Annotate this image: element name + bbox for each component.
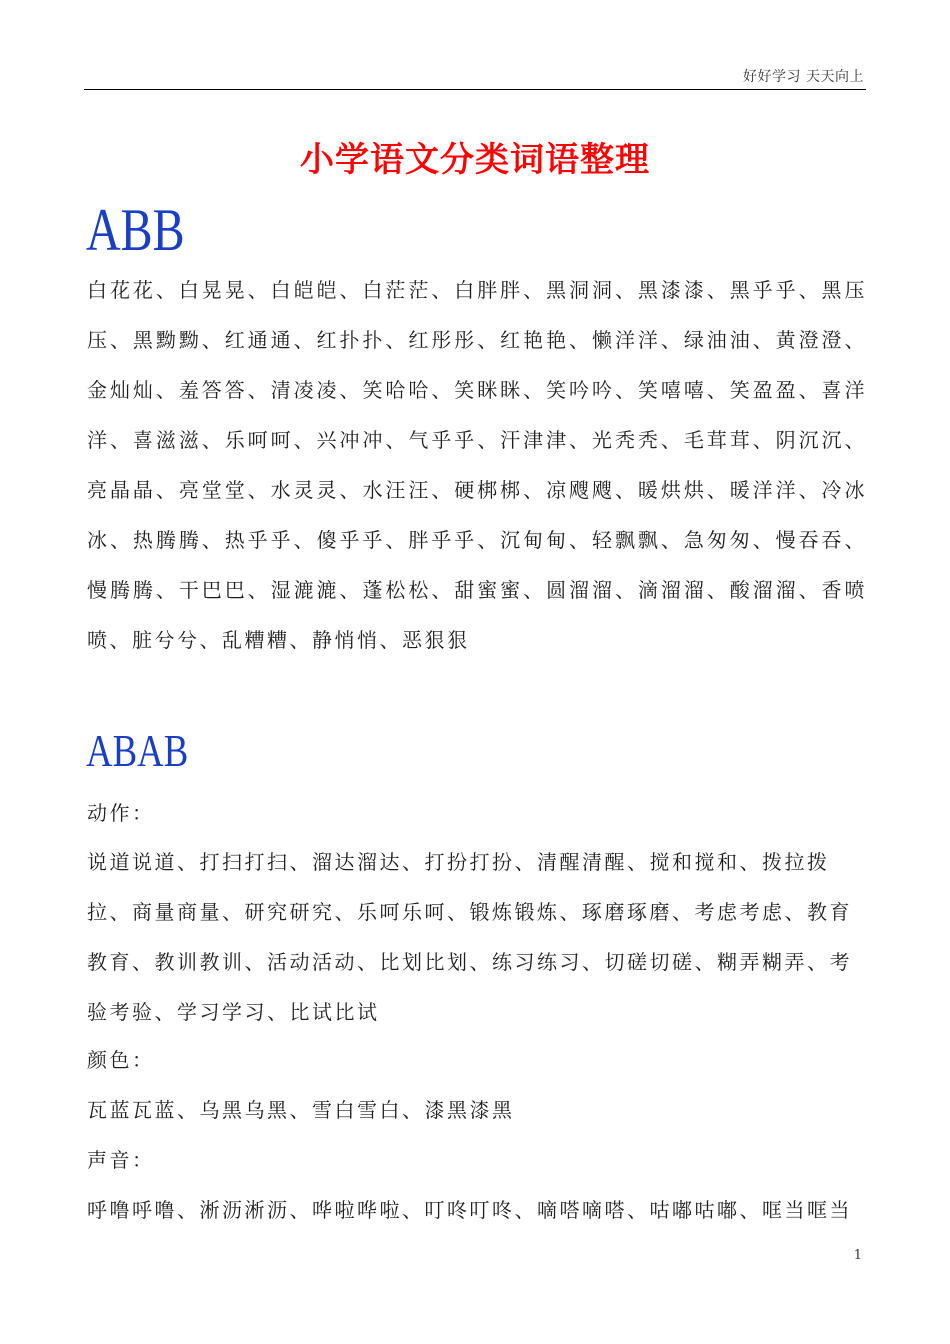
category-label-color: 颜色：	[87, 1048, 155, 1072]
color-word-list: 瓦蓝瓦蓝、乌黑乌黑、雪白雪白、漆黑漆黑	[87, 1098, 515, 1122]
abb-word-list: 白花花、白晃晃、白皑皑、白茫茫、白胖胖、黑洞洞、黑漆漆、黑乎乎、黑压压、黑黝黝、红通通、红扑扑、红彤彤、红艳艳、懒洋洋、绿油油、黄澄澄、金灿灿、羞答答、清凌凌、笑哈哈、笑眯眯、笑吟吟、笑嘻嘻、笑盈盈、喜洋洋、喜滋滋、乐呵呵、兴冲冲、气乎乎、汗津津、光秃秃、毛茸茸、阴沉沉、亮晶晶、亮堂堂、水灵灵、水汪汪、硬梆梆、凉飕飕、暖烘烘、暖洋洋、冷冰冰、热腾腾、热乎乎、傻乎乎、胖乎乎、沉甸甸、轻飘飘、急匆匆、慢吞吞、慢腾腾、干巴巴、湿漉漉、蓬松松、甜蜜蜜、圆溜溜、滴溜溜、酸溜溜、香喷喷、脏兮兮、乱糟糟、静悄悄、恶狠狠	[87, 278, 867, 652]
header-divider	[84, 89, 866, 90]
page-number: 1	[853, 1248, 862, 1263]
action-word-list: 说道说道、打扫打扫、溜达溜达、打扮打扮、清醒清醒、搅和搅和、拨拉拨拉、商量商量、研究研究、乐呵乐呵、锻炼锻炼、琢磨琢磨、考虑考虑、教育教育、教训教训、活动活动、比划比划、练习练习、切磋切磋、糊弄糊弄、考验考验、学习学习、比试比试	[87, 850, 852, 1024]
sound-word-list: 呼噜呼噜、淅沥淅沥、哗啦哗啦、叮咚叮咚、嘀嗒嘀嗒、咕嘟咕嘟、哐当哐当	[87, 1198, 852, 1222]
header-motto: 好好学习 天天向上	[743, 69, 864, 85]
section-heading-abab: ABAB	[86, 725, 189, 776]
category-label-action: 动作：	[87, 801, 155, 825]
category-label-sound: 声音：	[87, 1148, 155, 1172]
section-heading-abb: ABB	[86, 197, 185, 263]
page-title: 小学语文分类词语整理	[300, 140, 650, 180]
